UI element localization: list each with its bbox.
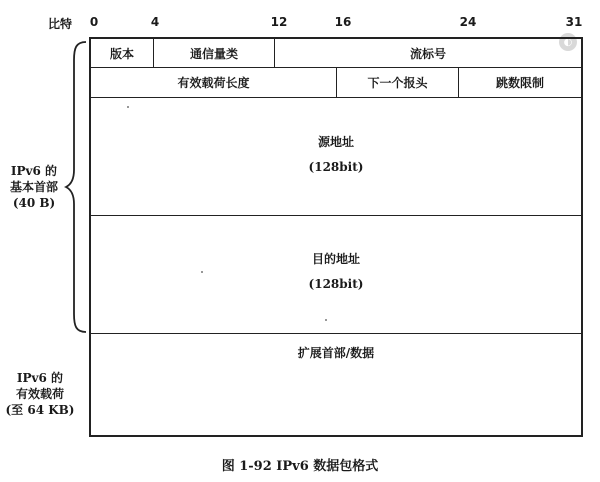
field-destination-address	[91, 216, 581, 334]
bit-tick-24: 24	[459, 15, 477, 29]
scan-speck	[127, 106, 129, 108]
header-row-1	[91, 39, 581, 68]
header-row-2	[91, 68, 581, 98]
bit-axis-caption: 比特	[48, 17, 73, 31]
base-header-label-line1: IPv6 的	[10, 164, 58, 178]
base-header-label-line3: (40 B)	[12, 196, 56, 210]
watermark-icon: ◐	[559, 33, 577, 51]
field-extension-data	[91, 334, 581, 435]
scan-speck	[325, 319, 327, 321]
destination-address-title: 目的地址	[311, 252, 360, 266]
base-header-brace	[64, 40, 88, 334]
bit-tick-0: 0	[89, 15, 99, 29]
field-traffic-class: 通信量类	[154, 39, 275, 67]
field-next-header: 下一个报头	[337, 68, 459, 97]
field-version: 版本	[91, 39, 154, 67]
figure-caption: 图 1-92 IPv6 数据包格式	[221, 459, 379, 474]
source-address-size: (128bit)	[308, 160, 364, 174]
bit-tick-12: 12	[270, 15, 288, 29]
scan-speck	[201, 271, 203, 273]
payload-label	[0, 370, 80, 418]
payload-label-line1: IPv6 的	[16, 371, 64, 385]
source-address-title: 源地址	[317, 135, 354, 149]
field-hop-limit: 跳数限制	[495, 76, 544, 90]
field-flow-label: 流标号	[409, 46, 446, 61]
bit-tick-16: 16	[334, 15, 352, 29]
payload-label-line3: (至 64 KB)	[5, 403, 75, 417]
destination-address-size: (128bit)	[308, 277, 364, 291]
field-payload-length: 有效载荷长度	[91, 68, 337, 97]
bit-tick-4: 4	[150, 15, 160, 29]
bit-tick-31: 31	[565, 15, 583, 29]
base-header-label	[4, 163, 64, 211]
extension-data-label: 扩展首部/数据	[297, 346, 375, 360]
packet-diagram	[89, 37, 583, 437]
base-header-label-line2: 基本首部	[9, 180, 58, 194]
payload-label-line2: 有效载荷	[15, 387, 64, 401]
field-source-address	[91, 98, 581, 216]
